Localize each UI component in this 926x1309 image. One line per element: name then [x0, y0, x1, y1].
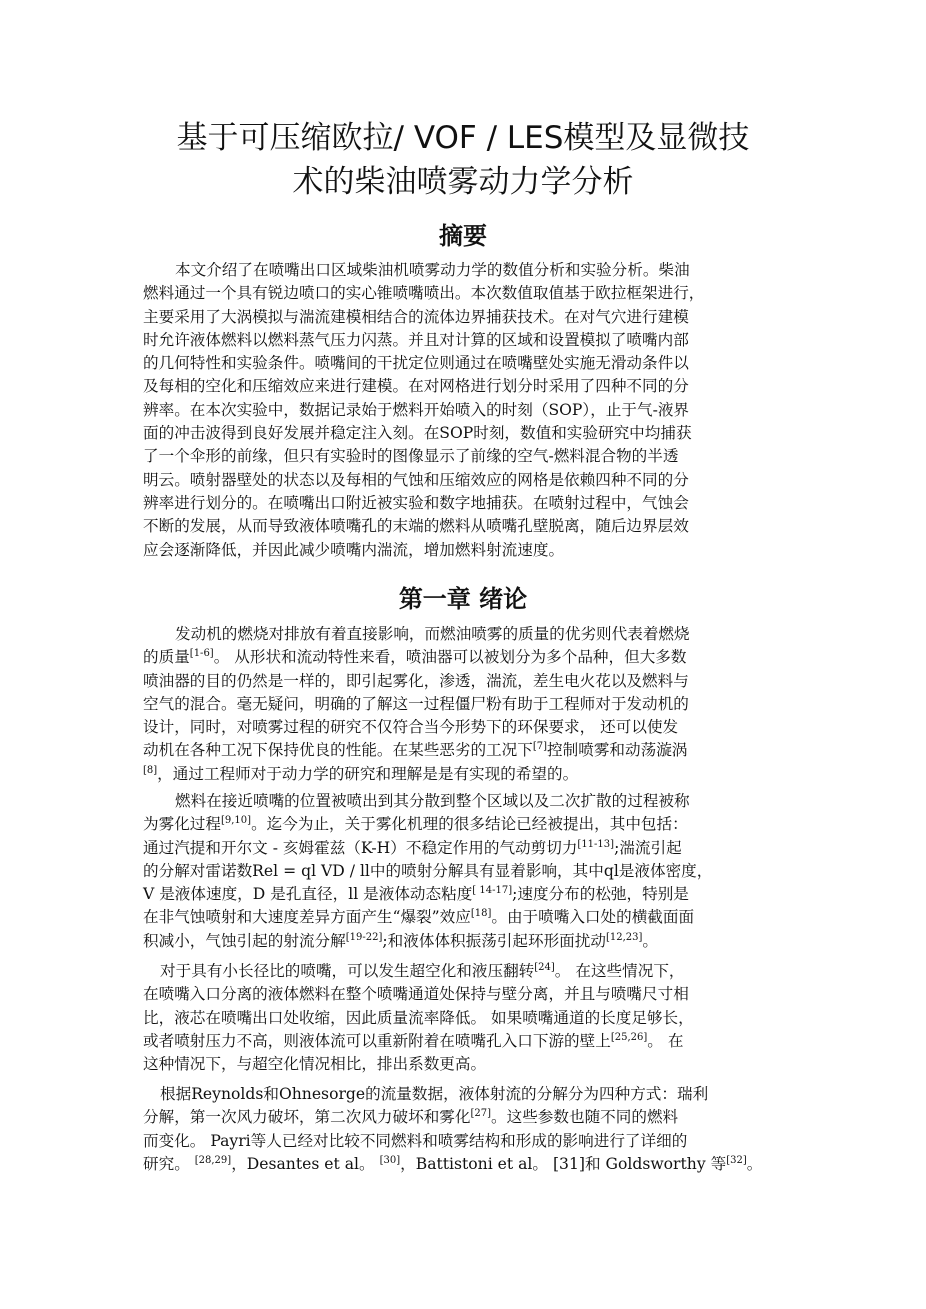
text-line: V 是液体速度，D 是孔直径，ll 是液体动态粘度[ 14-17];速度分布的松弛，特别是 [143, 885, 689, 904]
title-line-2: 术的柴油喷雾动力学分析 [292, 164, 634, 200]
abstract-line: 辨率。在本次实验中，数据记录始于燃料开始喷入的时刻（SOP），止于气-液界 [143, 400, 690, 419]
citation[interactable]: [32] [726, 1154, 747, 1166]
chapter-1-paragraph-4 [143, 1083, 793, 1176]
text-line: 对于具有小长径比的喷嘴，可以发生超空化和液压翻转[24]。 在这些情况下， [160, 961, 685, 980]
abstract-line: 时允许液体燃料以燃料蒸气压力闪蒸。并且对计算的区域和设置模拟了喷嘴内部 [143, 330, 689, 349]
abstract-line: 主要采用了大涡模拟与湍流建模相结合的流体边界捕获技术。在对气穴进行建模 [143, 307, 689, 326]
abstract-line: 及每相的空化和压缩效应来进行建模。在对网格进行划分时采用了四种不同的分 [143, 377, 689, 396]
citation[interactable]: [25,26] [610, 1031, 648, 1043]
abstract-line: 了一个伞形的前缘，但只有实验时的图像显示了前缘的空气-燃料混合物的半透 [143, 447, 679, 466]
text-line: 燃料在接近喷嘴的位置被喷出到其分散到整个区域以及二次扩散的过程被称 [175, 792, 690, 810]
text-line: [8]，通过工程师对于动力学的研究和理解是是有实现的希望的。 [143, 764, 579, 783]
text-line: 设计，同时，对喷雾过程的研究不仅符合当今形势下的环保要求， 还可以使发 [143, 718, 679, 737]
abstract-line: 的几何特性和实验条件。喷嘴间的干扰定位则通过在喷嘴壁处实施无滑动条件以 [143, 354, 689, 373]
abstract-line: 明云。喷射器壁处的状态以及每相的气蚀和压缩效应的网格是依赖四种不同的分 [143, 470, 689, 489]
citation[interactable]: [8] [143, 764, 158, 776]
paper-title [110, 116, 816, 204]
chapter-1-paragraph-2 [143, 790, 793, 953]
text-line: 或者喷射压力不高，则液体流可以重新附着在喷嘴孔入口下游的壁上[25,26]。 在 [143, 1031, 684, 1050]
chapter-1-paragraph-1 [143, 623, 793, 786]
text-line: 在喷嘴入口分离的液体燃料在整个喷嘴通道处保持与壁分离，并且与喷嘴尺寸相 [143, 985, 689, 1004]
text-line: 为雾化过程[9,10]。迄今为止，关于雾化机理的很多结论已经被提出，其中包括： [143, 815, 688, 834]
citation[interactable]: [7] [532, 741, 548, 753]
text-line: 研究。 [28,29]，Desantes et al。 [30]，Battistoni et al。 [31]和 Goldsworthy 等[32]。 [143, 1154, 763, 1173]
text-line: 动机在各种工况下保持优良的性能。在某些恶劣的工况下[7]控制喷雾和动荡漩涡 [143, 741, 688, 760]
chapter-1-paragraph-3 [143, 960, 793, 1076]
text-line: 分解，第一次风力破坏，第二次风力破坏和雾化[27]。这些参数也随不同的燃料 [143, 1108, 679, 1127]
text-line: 在非气蚀喷射和大速度差异方面产生“爆裂”效应[18]。由于喷嘴入口处的横截面面 [143, 908, 695, 927]
text-line: 而变化。 Payri等人已经对比较不同燃料和喷雾结构和形成的影响进行了详细的 [143, 1131, 688, 1150]
citation[interactable]: [27] [470, 1108, 492, 1120]
citation[interactable]: [19-22] [345, 931, 383, 943]
chapter-1-heading: 第一章 绪论 [398, 585, 528, 613]
abstract-line: 应会逐渐降低，并因此减少喷嘴内湍流，增加燃料射流速度。 [143, 540, 565, 559]
abstract-line: 辨率进行划分的。在喷嘴出口附近被实验和数字地捕获。在喷射过程中，气蚀会 [143, 493, 689, 512]
citation[interactable]: [11-13] [577, 838, 615, 850]
text-line: 比，液芯在喷嘴出口处收缩，因此质量流率降低。 如果喷嘴通道的长度足够长， [143, 1008, 694, 1027]
abstract-line: 面的冲击波得到良好发展并稳定注入刻。在SOP时刻，数值和实验研究中均捕获 [143, 424, 692, 443]
title-line-1: 基于可压缩欧拉/ VOF / LES模型及显微技 [176, 120, 750, 156]
text-line: 的分解对雷诺数Rel = ql VD / ll中的喷射分解具有显着影响，其中ql是液体密度， [143, 861, 713, 880]
abstract-line: 本文介绍了在喷嘴出口区域柴油机喷雾动力学的数值分析和实验分析。柴油 [175, 261, 690, 279]
text-line: 根据Reynolds和Ohnesorge的流量数据，液体射流的分解分为四种方式：瑞利 [160, 1085, 709, 1103]
citation[interactable]: [30] [379, 1154, 401, 1166]
abstract-line: 燃料通过一个具有锐边喷口的实心锥喷嘴喷出。本次数值取值基于欧拉框架进行， [143, 284, 705, 303]
citation[interactable]: [ 14-17] [472, 885, 513, 896]
text-line: 的质量[1-6]。 从形状和流动特性来看，喷油器可以被划分为多个品种，但大多数 [143, 648, 687, 667]
abstract-heading: 摘要 [439, 222, 487, 250]
text-line: 空气的混合。毫无疑问，明确的了解这一过程僵尸粉有助于工程师对于发动机的 [143, 694, 689, 713]
abstract-line: 不断的发展，从而导致液体喷嘴孔的末端的燃料从喷嘴孔壁脱离，随后边界层效 [143, 517, 689, 536]
text-line: 通过汽提和开尔文 - 亥姆霍兹（K-H）不稳定作用的气动剪切力[11-13];湍流引起 [143, 838, 682, 857]
citation[interactable]: [12,23] [605, 931, 643, 943]
citation[interactable]: [9,10] [220, 815, 252, 827]
text-line: 积减小，气蚀引起的射流分解[19-22];和液体体积振荡引起环形面扰动[12,23]。 [143, 931, 658, 950]
abstract-body [143, 259, 793, 562]
text-line: 喷油器的目的仍然是一样的，即引起雾化，渗透，湍流，差生电火花以及燃料与 [143, 671, 689, 690]
citation[interactable]: [1-6] [189, 648, 214, 660]
citation[interactable]: [24] [534, 961, 555, 973]
citation[interactable]: [28,29] [194, 1154, 232, 1166]
text-line: 这种情况下，与超空化情况相比，排出系数更高。 [143, 1055, 487, 1074]
text-line: 发动机的燃烧对排放有着直接影响，而燃油喷雾的质量的优劣则代表着燃烧 [175, 625, 690, 643]
citation[interactable]: [18] [470, 908, 492, 920]
